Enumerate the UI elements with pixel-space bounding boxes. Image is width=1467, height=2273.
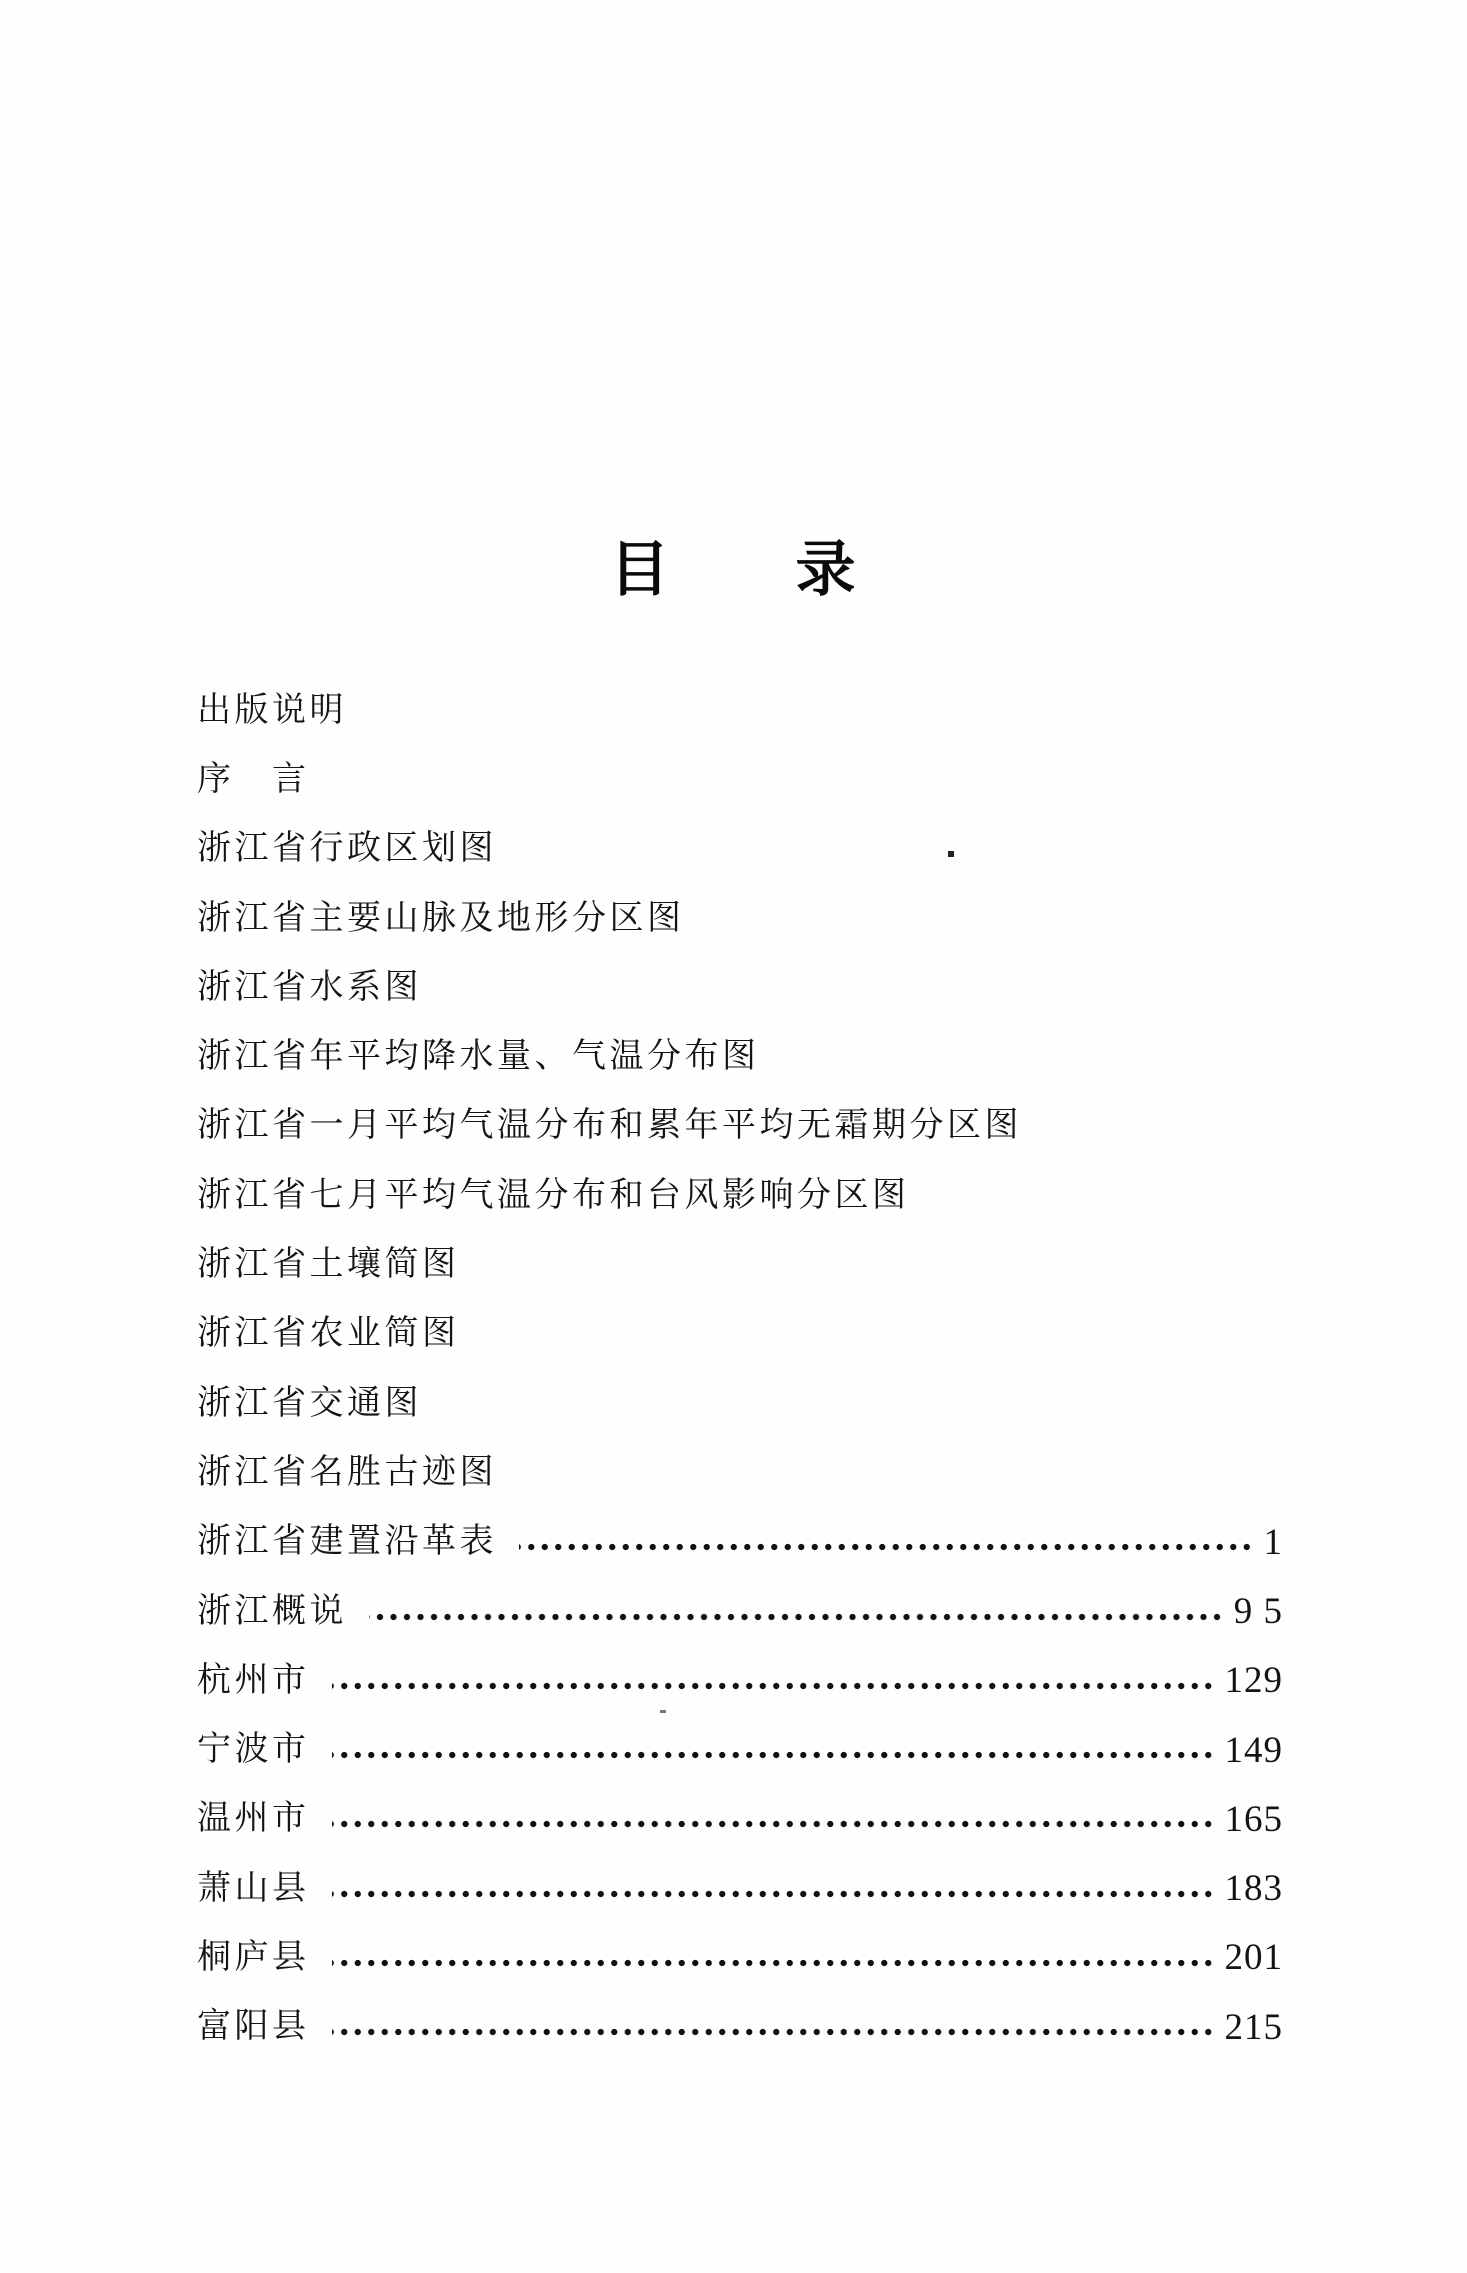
dot-leader [332,1887,1215,1901]
toc-entry-label: 浙江省年平均降水量、气温分布图 [197,1038,760,1076]
toc-entry-label: 浙江省交通图 [197,1384,422,1422]
toc-entry [197,1230,1283,1299]
toc-entry-label: 浙江省主要山脉及地形分区图 [197,899,685,937]
toc-entry [197,1438,1283,1507]
toc-entry-page: 165 [1224,1798,1283,1840]
toc-entry-label: 浙江省农业简图 [197,1315,460,1353]
toc-entry-label: 浙江概说 [197,1592,347,1630]
toc-entry-label: 温州市 [197,1800,310,1838]
dot-leader [332,1956,1215,1970]
toc-entry-label: 浙江省行政区划图 [197,830,497,868]
toc-entry-label: 浙江省土壤简图 [197,1246,460,1284]
toc-entry [197,676,1283,745]
toc-entry [197,884,1283,953]
toc-entry [197,1300,1283,1369]
toc-entry [197,1092,1283,1161]
toc-entry-label: 桐庐县 [197,1938,310,1976]
page-title: 目 录 [609,537,858,604]
toc-entry [197,953,1283,1022]
toc-entry-label: 浙江省水系图 [197,968,422,1006]
toc-entry-label: 浙江省一月平均气温分布和累年平均无霜期分区图 [197,1107,1022,1145]
toc-entry-page: 215 [1224,2006,1283,2048]
dot-leader [332,1679,1215,1693]
toc-entry-label: 富阳县 [197,2008,310,2046]
toc-entry [197,1577,1283,1646]
toc-entry [197,1993,1283,2062]
toc-entry-label: 浙江省建置沿革表 [197,1523,497,1561]
dot-leader [332,1748,1215,1762]
toc-entry-page: 9 5 [1233,1591,1283,1632]
dot-leader [332,1817,1215,1831]
toc-entry-page: 149 [1224,1729,1283,1771]
toc-entry [197,1369,1283,1438]
dot-leader [369,1610,1224,1624]
toc-entry-label: 杭州市 [197,1661,310,1699]
toc-entry-label: 宁波市 [197,1731,310,1769]
dot-leader [332,2025,1215,2039]
toc-entry [197,1508,1283,1577]
toc-entry [197,1923,1283,1992]
scan-artifact-speck [948,851,954,857]
toc-entry [197,815,1283,884]
toc-entry [197,1854,1283,1923]
toc-entry-page: 1 [1263,1521,1283,1563]
scan-artifact-speck [660,1710,666,1713]
toc-entry-page: 183 [1224,1868,1283,1910]
toc-entry-label: 浙江省七月平均气温分布和台风影响分区图 [197,1176,910,1214]
toc-entry [197,1715,1283,1784]
toc-entry-label: 序 言 [197,760,310,798]
toc-entry [197,1022,1283,1091]
toc-entry-label: 萧山县 [197,1869,310,1907]
toc-entry [197,1646,1283,1715]
toc-entry [197,745,1283,814]
toc-entry-label: 出版说明 [197,691,347,729]
dot-leader [519,1540,1254,1554]
toc-list [197,676,1283,2062]
toc-entry-label: 浙江省名胜古迹图 [197,1453,497,1491]
toc-entry-page: 129 [1224,1660,1283,1702]
toc-entry [197,1161,1283,1230]
toc-entry [197,1785,1283,1854]
toc-entry-page: 201 [1224,1937,1283,1979]
